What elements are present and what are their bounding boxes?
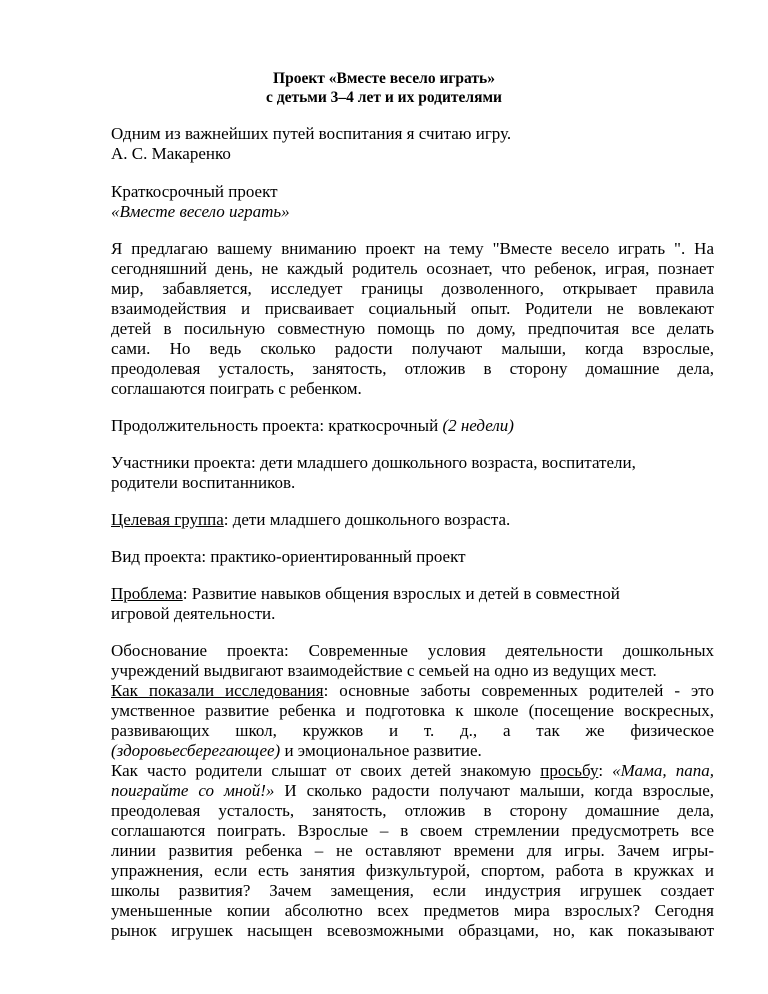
title-line-1: Проект «Вместе весело играть» [273,70,495,87]
rationale-text: и эмоциональное развитие. [280,741,482,760]
participants-line: родители воспитанников. [111,473,296,492]
request-colon: : [598,761,613,780]
intro-line: сегодняшний день, не каждый родитель осознает, что ребенок, играя, познает [111,259,714,278]
participants-line: Участники проекта: дети младшего дошкольного возраста, воспитатели, [111,453,636,472]
project-type-name: «Вместе весело играть» [111,202,290,221]
rationale-line [111,741,482,761]
title-line-2: с детьми 3–4 лет и их родителями [266,89,502,106]
rationale-line: развивающих школ, кружков и т. д., а так же физическое [111,721,714,740]
request-line: соглашаются поиграть. Взрослые – в своем стремлении предусмотреть все [111,821,714,840]
request-word: просьбу [540,761,599,780]
problem-line-2: игровой деятельности. [111,604,276,623]
epigraph-author: А. С. Макаренко [111,144,231,163]
problem-label: Проблема [111,584,183,603]
request-quote: «Мама, папа, [612,761,714,780]
rationale-line: умственное развитие ребенка и подготовка к школе (посещение воскресных, [111,701,714,720]
intro-line: сами. Но ведь сколько радости получают малыши, когда взрослые, [111,339,714,358]
request-line [111,781,714,801]
project-kind: Вид проекта: практико-ориентированный проект [111,547,466,566]
target-group [111,510,510,530]
problem [111,584,620,604]
request-line: линии развития ребенка – не оставляют времени для игры. Зачем игры- [111,841,714,860]
intro-line: детей в посильную совместную помощь по дому, предпочитая все делать [111,319,714,338]
project-type-label: Краткосрочный проект [111,182,278,201]
request-line: уменьшенные копии абсолютно всех предметов мира взрослых? Сегодня [111,901,714,920]
research-text: : основные заботы современных родителей - это [323,681,715,700]
target-group-value: : дети младшего дошкольного возраста. [223,510,511,529]
request-line: упражнения, если есть занятия физкультурой, спортом, работа в кружках и [111,861,714,880]
intro-line: соглашаются поиграть с ребенком. [111,379,362,398]
intro-line: взаимодействия и присваивает социальный опыт. Родители не вовлекают [111,299,714,318]
rationale-line: учреждений выдвигают взаимодействие с семьей на одно из ведущих мест. [111,661,657,680]
rationale-italic: (здоровьесберегающее) [111,741,281,760]
problem-text: : Развитие навыков общения взрослых и детей в совместной [182,584,620,603]
rationale-line [111,681,714,701]
intro-line: преодолевая усталость, занятость, отложив в сторону домашние дела, [111,359,714,378]
rationale-line: Обоснование проекта: Современные условия деятельности дошкольных [111,641,714,660]
duration [111,416,514,436]
intro-line: Я предлагаю вашему вниманию проект на тему "Вместе весело играть ". На [111,239,714,258]
research-label: Как показали исследования [111,681,324,700]
duration-value: (2 недели) [442,416,514,435]
request-line [111,761,714,781]
request-start: Как часто родители слышат от своих детей знакомую [111,761,541,780]
duration-label: Продолжительность проекта: краткосрочный [111,416,443,435]
epigraph-quote: Одним из важнейших путей воспитания я считаю игру. [111,124,512,143]
target-group-label: Целевая группа [111,510,224,529]
request-line: преодолевая усталость, занятость, отложив в сторону домашние дела, [111,801,714,820]
request-quote: поиграйте со мной!» [111,781,275,800]
request-line: школы развития? Зачем замещения, если индустрия игрушек создает [111,881,714,900]
request-line: рынок игрушек насыщен всевозможными образцами, но, как показывают [111,921,714,940]
request-text: И сколько радости получают малыши, когда взрослые, [274,781,714,800]
intro-line: мир, забавляется, исследует границы дозволенного, открывает правила [111,279,714,298]
